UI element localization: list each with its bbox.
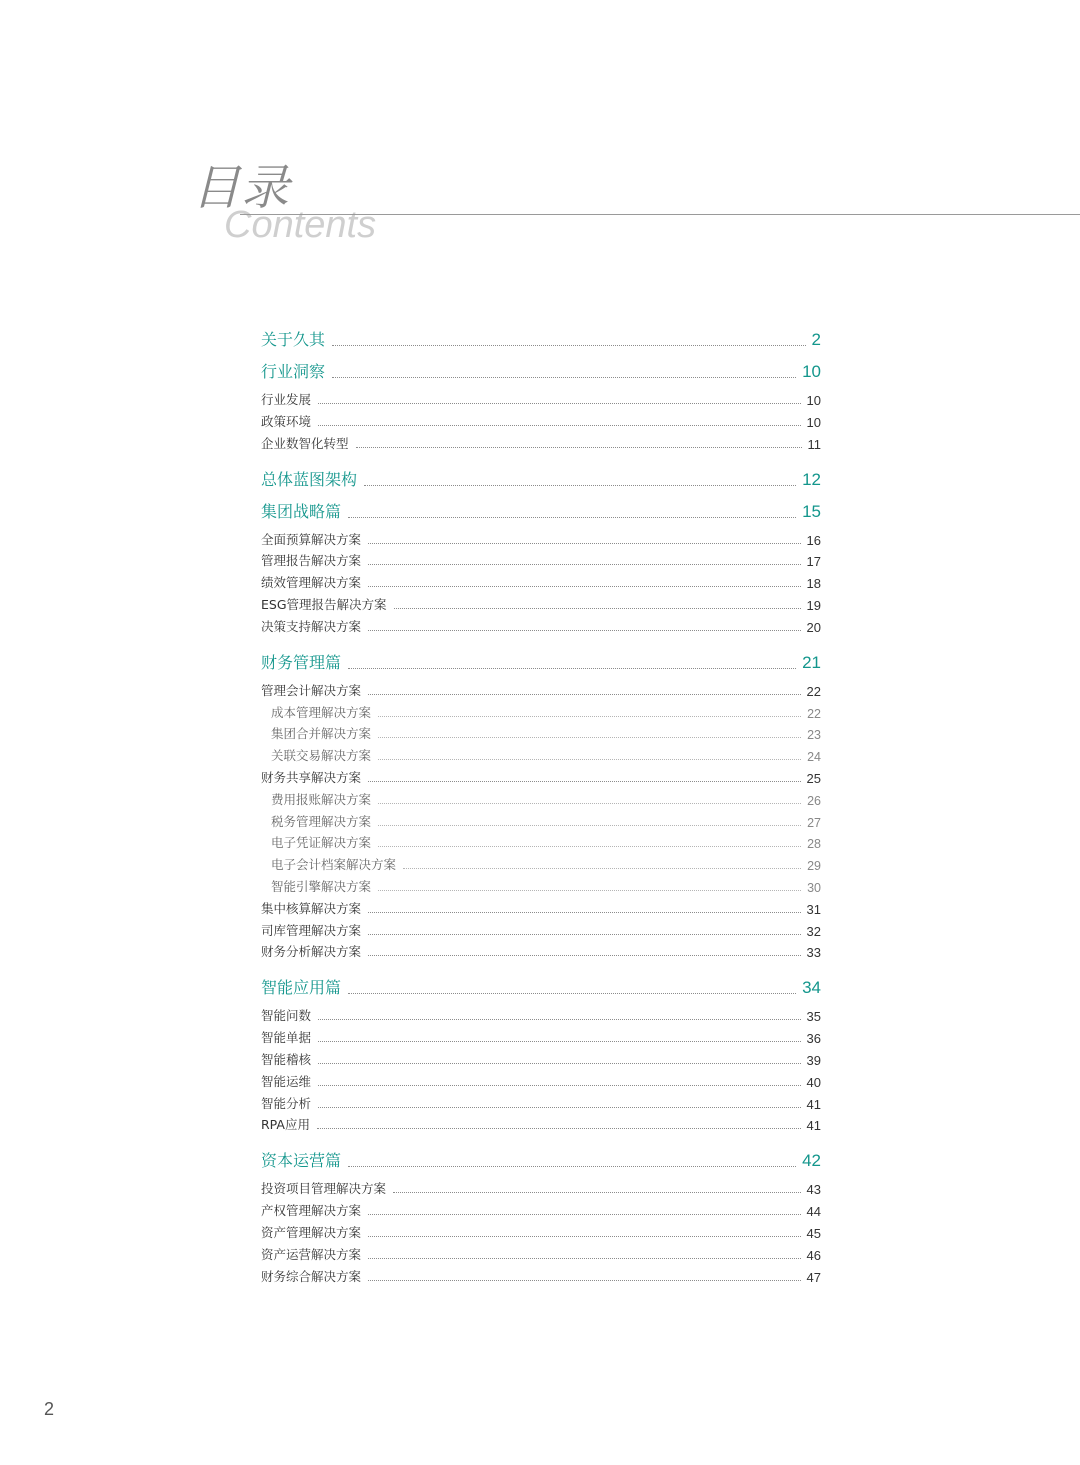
toc-dot-leader bbox=[368, 630, 801, 631]
toc-dot-leader bbox=[368, 955, 801, 956]
toc-entry-title: 税务管理解决方案 bbox=[271, 813, 372, 829]
toc-dot-leader bbox=[348, 1166, 796, 1167]
toc-dot-leader bbox=[318, 1019, 801, 1020]
toc-dot-leader bbox=[368, 1280, 801, 1281]
toc-entry-page-number: 19 bbox=[806, 598, 821, 613]
toc-entry-page-number: 25 bbox=[806, 771, 821, 786]
toc-entry[interactable] bbox=[261, 897, 821, 917]
toc-entry-title: 费用报账解决方案 bbox=[271, 791, 372, 807]
toc-entry-page-number: 27 bbox=[807, 815, 821, 830]
toc-dot-leader bbox=[378, 825, 801, 826]
toc-entry-title: 集团战略篇 bbox=[261, 501, 342, 521]
toc-entry[interactable] bbox=[261, 1243, 821, 1263]
toc-entry-title: 行业洞察 bbox=[261, 362, 326, 381]
toc-entry-title: 财务综合解决方案 bbox=[261, 1268, 362, 1284]
toc-entry[interactable] bbox=[261, 766, 821, 786]
toc-dot-leader bbox=[318, 1085, 801, 1086]
toc-dot-leader bbox=[378, 846, 801, 847]
toc-entry-page-number: 41 bbox=[806, 1118, 821, 1134]
toc-dot-leader bbox=[348, 668, 796, 669]
toc-entry-title: 全面预算解决方案 bbox=[261, 531, 362, 547]
toc-entry-page-number: 10 bbox=[806, 393, 821, 408]
toc-entry-page-number: 26 bbox=[807, 793, 821, 808]
toc-dot-leader bbox=[364, 485, 796, 486]
toc-dot-leader bbox=[368, 694, 801, 695]
toc-entry-title: 资产运营解决方案 bbox=[261, 1246, 362, 1262]
toc-entry-title: 智能稽核 bbox=[261, 1052, 312, 1067]
toc-dot-leader bbox=[378, 759, 801, 760]
toc-entry-title: 司库管理解决方案 bbox=[261, 922, 362, 938]
toc-entry-title: RPA应用 bbox=[261, 1117, 310, 1133]
toc-entry[interactable] bbox=[261, 1092, 821, 1112]
contents-title-english: Contents bbox=[224, 204, 377, 246]
toc-dot-leader bbox=[368, 934, 801, 935]
toc-section-entry[interactable] bbox=[261, 498, 821, 522]
toc-entry-page-number: 36 bbox=[806, 1031, 821, 1047]
toc-dot-leader bbox=[378, 737, 801, 738]
toc-entry-title: 智能运维 bbox=[261, 1073, 312, 1089]
toc-entry-title: 电子会计档案解决方案 bbox=[271, 857, 397, 873]
toc-dot-leader bbox=[318, 1041, 801, 1042]
toc-entry-title: 关于久其 bbox=[261, 330, 326, 349]
toc-dot-leader bbox=[348, 517, 796, 518]
toc-section-entry[interactable] bbox=[261, 974, 821, 998]
toc-entry-title: 政策环境 bbox=[261, 413, 312, 429]
toc-entry-page-number: 30 bbox=[807, 881, 821, 895]
toc-entry[interactable] bbox=[261, 810, 821, 830]
toc-entry-page-number: 22 bbox=[807, 706, 821, 721]
toc-entry[interactable] bbox=[261, 875, 821, 895]
toc-entry-page-number: 24 bbox=[807, 750, 821, 765]
toc-dot-leader bbox=[378, 803, 801, 804]
toc-entry-page-number: 16 bbox=[806, 532, 821, 548]
toc-entry[interactable] bbox=[261, 744, 821, 764]
toc-entry-page-number: 17 bbox=[806, 554, 821, 570]
toc-entry[interactable] bbox=[261, 593, 821, 613]
toc-entry[interactable] bbox=[261, 1048, 821, 1068]
toc-dot-leader bbox=[318, 1063, 801, 1064]
toc-dot-leader bbox=[368, 1236, 801, 1237]
toc-section-entry[interactable] bbox=[261, 358, 821, 382]
toc-entry[interactable] bbox=[261, 528, 821, 548]
toc-entry[interactable] bbox=[261, 615, 821, 635]
toc-entry[interactable] bbox=[261, 679, 821, 699]
toc-entry[interactable] bbox=[261, 853, 821, 873]
toc-dot-leader bbox=[318, 425, 801, 426]
toc-dot-leader bbox=[393, 1192, 801, 1193]
toc-entry-title: 资本运营篇 bbox=[261, 1151, 342, 1171]
toc-entry[interactable] bbox=[261, 919, 821, 939]
toc-entry-title: 决策支持解决方案 bbox=[261, 618, 362, 634]
toc-entry[interactable] bbox=[261, 388, 821, 408]
toc-entry-title: 总体蓝图架构 bbox=[261, 469, 358, 489]
toc-entry[interactable] bbox=[261, 1004, 821, 1024]
toc-entry-page-number: 21 bbox=[802, 652, 821, 672]
toc-entry-page-number: 10 bbox=[802, 362, 821, 381]
toc-dot-leader bbox=[394, 608, 801, 609]
toc-entry-title: 管理报告解决方案 bbox=[261, 553, 362, 569]
toc-dot-leader bbox=[368, 1258, 801, 1259]
toc-entry[interactable] bbox=[261, 549, 821, 569]
toc-entry-page-number: 11 bbox=[807, 436, 821, 452]
toc-section-entry[interactable] bbox=[261, 1147, 821, 1171]
toc-entry-title: 企业数智化转型 bbox=[261, 435, 349, 451]
toc-dot-leader bbox=[368, 912, 801, 913]
toc-entry-page-number: 23 bbox=[807, 728, 821, 743]
toc-entry-page-number: 18 bbox=[806, 576, 821, 592]
toc-entry-page-number: 34 bbox=[802, 978, 821, 998]
toc-entry-title: 智能问数 bbox=[261, 1008, 312, 1024]
toc-section-entry[interactable] bbox=[261, 649, 821, 673]
toc-entry[interactable] bbox=[261, 722, 821, 742]
toc-entry[interactable] bbox=[261, 1070, 821, 1090]
toc-entry-page-number: 2 bbox=[811, 330, 821, 349]
toc-dot-leader bbox=[318, 403, 801, 404]
toc-entry[interactable] bbox=[261, 788, 821, 808]
toc-entry-page-number: 20 bbox=[806, 619, 821, 635]
toc-dot-leader bbox=[356, 447, 802, 448]
toc-section-entry[interactable] bbox=[261, 466, 821, 490]
toc-entry-page-number: 28 bbox=[807, 837, 821, 852]
title-divider-line bbox=[240, 214, 1080, 215]
toc-dot-leader bbox=[403, 868, 801, 869]
toc-dot-leader bbox=[348, 993, 796, 994]
toc-entry-page-number: 47 bbox=[806, 1269, 821, 1285]
toc-dot-leader bbox=[332, 345, 806, 346]
toc-entry[interactable] bbox=[261, 1113, 821, 1133]
toc-entry-page-number: 40 bbox=[806, 1074, 821, 1090]
toc-dot-leader bbox=[368, 1214, 801, 1215]
toc-entry-title: 集团合并解决方案 bbox=[271, 726, 372, 742]
toc-entry-title: 智能单据 bbox=[261, 1030, 312, 1046]
toc-entry[interactable] bbox=[261, 1177, 821, 1197]
toc-entry-title: ESG管理报告解决方案 bbox=[261, 597, 387, 612]
toc-dot-leader bbox=[317, 1128, 801, 1129]
toc-entry-title: 电子凭证解决方案 bbox=[271, 835, 372, 851]
toc-entry[interactable] bbox=[261, 1199, 821, 1219]
toc-entry[interactable] bbox=[261, 940, 821, 960]
toc-entry-page-number: 12 bbox=[802, 469, 821, 489]
toc-entry[interactable] bbox=[261, 701, 821, 721]
toc-entry-page-number: 41 bbox=[806, 1096, 821, 1112]
toc-entry[interactable] bbox=[261, 1265, 821, 1285]
toc-entry[interactable] bbox=[261, 1026, 821, 1046]
toc-entry-title: 财务管理篇 bbox=[261, 652, 342, 672]
toc-entry-page-number: 32 bbox=[806, 923, 821, 939]
toc-entry-title: 集中核算解决方案 bbox=[261, 900, 362, 916]
toc-entry-page-number: 42 bbox=[802, 1151, 821, 1171]
toc-entry-page-number: 22 bbox=[806, 683, 821, 699]
toc-dot-leader bbox=[318, 1107, 801, 1108]
toc-dot-leader bbox=[368, 781, 801, 782]
toc-entry-page-number: 35 bbox=[806, 1009, 821, 1025]
toc-dot-leader bbox=[368, 564, 801, 565]
toc-entry-page-number: 15 bbox=[802, 501, 821, 521]
toc-entry-page-number: 45 bbox=[806, 1226, 821, 1241]
toc-dot-leader bbox=[378, 890, 801, 891]
toc-entry[interactable] bbox=[261, 410, 821, 430]
toc-entry-page-number: 29 bbox=[807, 859, 821, 874]
page-number: 2 bbox=[44, 1399, 55, 1419]
toc-dot-leader bbox=[332, 377, 796, 378]
toc-entry-page-number: 43 bbox=[806, 1182, 821, 1198]
toc-entry-title: 产权管理解决方案 bbox=[261, 1203, 362, 1219]
toc-entry-page-number: 39 bbox=[806, 1053, 821, 1068]
toc-entry-page-number: 46 bbox=[806, 1247, 821, 1263]
toc-entry[interactable] bbox=[261, 432, 821, 452]
toc-entry-page-number: 10 bbox=[806, 414, 821, 430]
toc-entry-title: 绩效管理解决方案 bbox=[261, 575, 362, 591]
toc-entry-title: 智能引擎解决方案 bbox=[271, 879, 372, 894]
toc-dot-leader bbox=[368, 586, 801, 587]
toc-entry-title: 财务共享解决方案 bbox=[261, 770, 362, 785]
toc-entry-title: 资产管理解决方案 bbox=[261, 1225, 362, 1240]
toc-entry[interactable] bbox=[261, 1221, 821, 1241]
toc-entry[interactable] bbox=[261, 831, 821, 851]
toc-entry-page-number: 33 bbox=[806, 945, 821, 961]
contents-title-chinese: 目录 bbox=[192, 160, 291, 216]
toc-entry-title: 智能应用篇 bbox=[261, 978, 342, 998]
toc-dot-leader bbox=[378, 716, 801, 717]
toc-entry-title: 管理会计解决方案 bbox=[261, 682, 362, 698]
toc-entry-title: 成本管理解决方案 bbox=[271, 704, 372, 720]
toc-entry-title: 智能分析 bbox=[261, 1095, 312, 1111]
toc-entry-title: 财务分析解决方案 bbox=[261, 944, 362, 960]
toc-entry-title: 关联交易解决方案 bbox=[271, 748, 372, 764]
toc-section-entry[interactable] bbox=[261, 326, 821, 350]
toc-entry[interactable] bbox=[261, 571, 821, 591]
toc-entry-page-number: 44 bbox=[806, 1204, 821, 1220]
toc-entry-page-number: 31 bbox=[806, 901, 821, 917]
toc-entry-title: 行业发展 bbox=[261, 392, 312, 407]
toc-entry-title: 投资项目管理解决方案 bbox=[261, 1181, 387, 1197]
toc-dot-leader bbox=[368, 543, 801, 544]
